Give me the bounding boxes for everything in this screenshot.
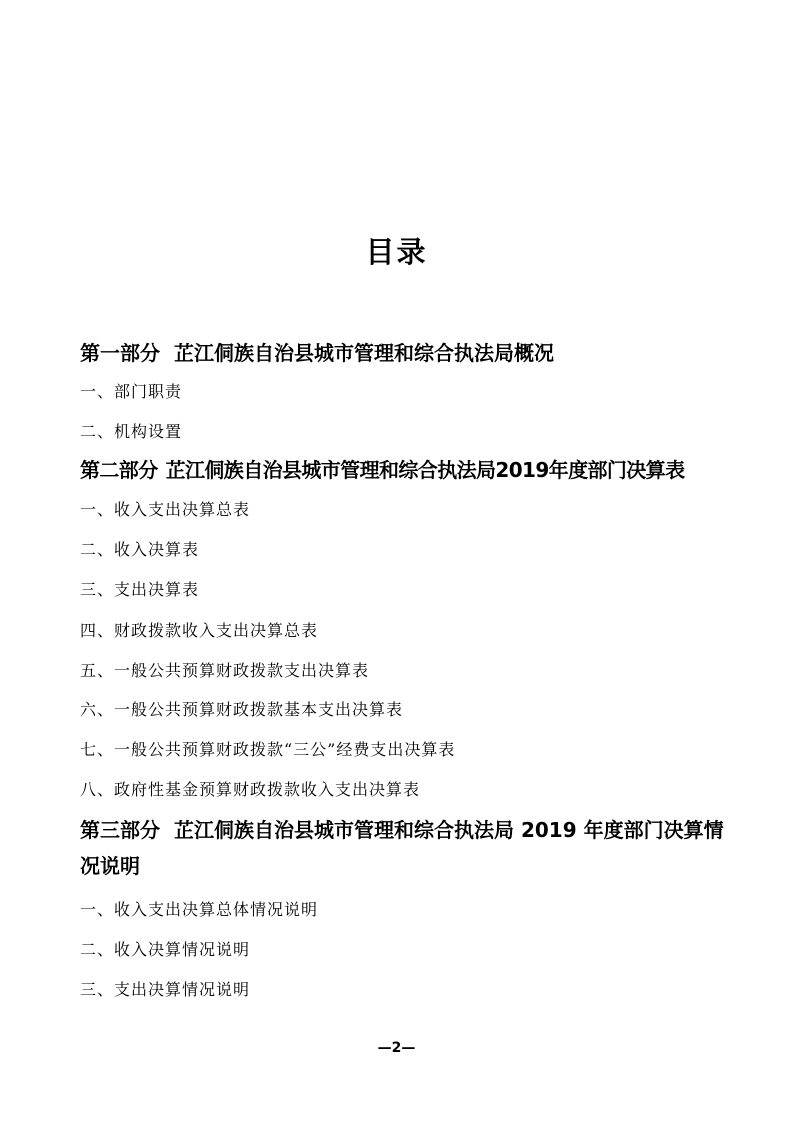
page-number: —2—	[377, 1040, 416, 1056]
toc-item-2-2[interactable]: 二、收入决算表	[80, 540, 200, 559]
toc-item-1-1[interactable]: 一、部门职责	[80, 382, 183, 401]
toc-item-3-3[interactable]: 三、支出决算情况说明	[80, 980, 251, 999]
toc-part-2[interactable]	[80, 456, 684, 484]
toc-item-3-1[interactable]: 一、收入支出决算总体情况说明	[80, 900, 319, 919]
toc-item-2-6[interactable]: 六、一般公共预算财政拨款基本支出决算表	[80, 700, 404, 719]
toc-item-2-3[interactable]: 三、支出决算表	[80, 580, 200, 599]
toc-item-2-8[interactable]: 八、政府性基金预算财政拨款收入支出决算表	[80, 780, 421, 799]
toc-item-2-5[interactable]: 五、一般公共预算财政拨款支出决算表	[80, 661, 370, 680]
toc-item-1-2[interactable]: 二、机构设置	[80, 422, 183, 441]
toc-part-1-prefix: 第一部分	[80, 341, 160, 365]
toc-part-3[interactable]	[80, 812, 742, 884]
toc-part-1[interactable]	[80, 339, 554, 367]
toc-item-3-2[interactable]: 二、收入决算情况说明	[80, 940, 251, 959]
toc-part-2-title: 芷江侗族自治县城市管理和综合执法局2019年度部门决算表	[165, 458, 685, 482]
toc-part-3-title: 芷江侗族自治县城市管理和综合执法局 2019 年度部门决算情况说明	[80, 818, 724, 878]
toc-part-2-prefix: 第二部分	[80, 458, 158, 482]
page-title: 目录	[365, 235, 428, 269]
toc-part-3-prefix: 第三部分	[80, 818, 160, 842]
toc-part-1-title: 芷江侗族自治县城市管理和综合执法局概况	[174, 341, 554, 365]
toc-item-2-7[interactable]: 七、一般公共预算财政拨款“三公”经费支出决算表	[80, 740, 456, 759]
toc-item-2-1[interactable]: 一、收入支出决算总表	[80, 500, 251, 519]
toc-item-2-4[interactable]: 四、财政拨款收入支出决算总表	[80, 621, 319, 640]
